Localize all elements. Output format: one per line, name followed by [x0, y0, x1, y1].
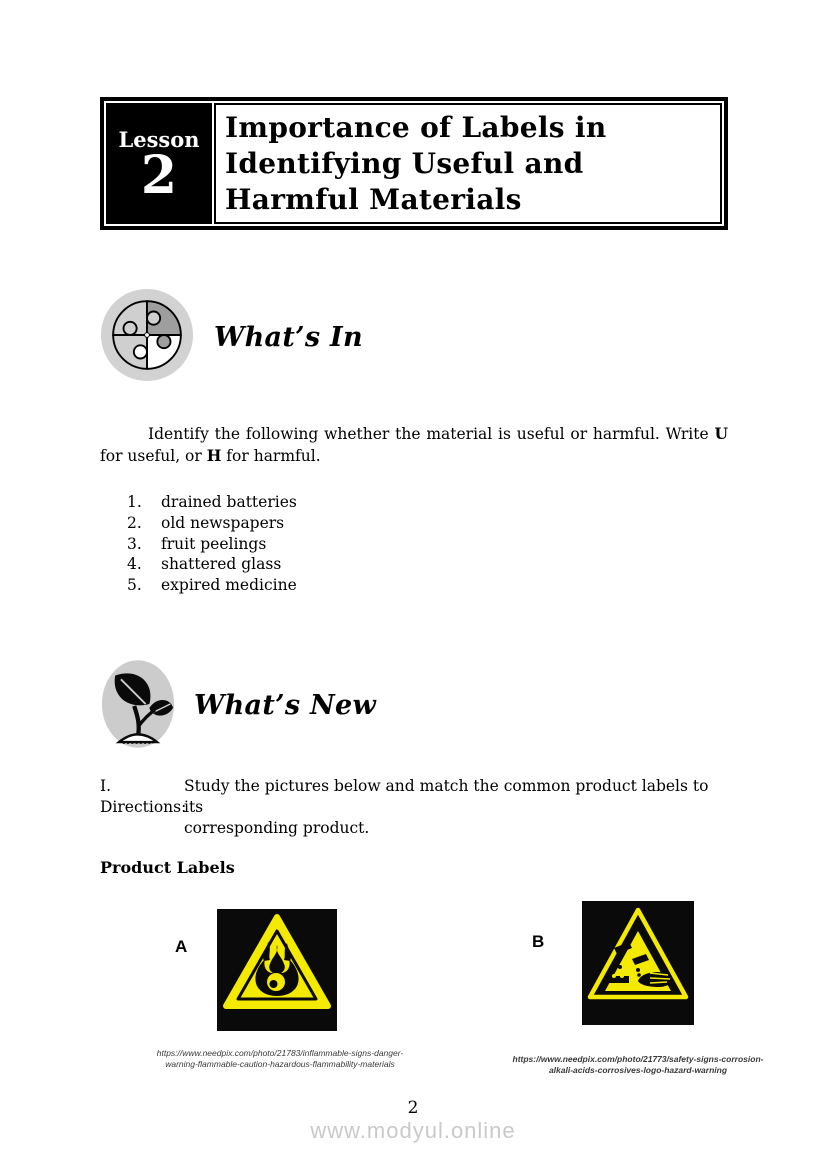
figure-b-caption [488, 1054, 788, 1076]
product-labels-heading: Product Labels [100, 857, 235, 877]
seedling-icon [100, 658, 176, 754]
materials-list [127, 492, 728, 596]
lesson-label: Lesson [118, 127, 200, 152]
directions-text [184, 776, 728, 839]
lesson-number-box [106, 103, 212, 224]
figure-a-caption [130, 1048, 430, 1070]
list-item [127, 534, 728, 555]
list-item-number: 2. [127, 513, 142, 532]
list-item-number: 5. [127, 576, 142, 595]
list-item [127, 513, 728, 534]
list-item [127, 575, 728, 596]
product-label-figures [100, 901, 764, 1101]
instruction-text: for useful, or [100, 447, 207, 465]
list-item-text: fruit peelings [161, 534, 267, 553]
directions [100, 776, 728, 839]
list-item-number: 1. [127, 493, 142, 511]
list-item [127, 492, 728, 513]
directions-line: corresponding product. [184, 818, 370, 837]
lesson-title [214, 103, 722, 224]
whats-in-instruction [100, 423, 728, 467]
list-item-number: 4. [127, 555, 142, 574]
page-content [100, 0, 764, 1101]
puzzle-icon [100, 288, 194, 386]
list-item-text: old newspapers [161, 513, 285, 532]
lesson-number: 2 [140, 145, 178, 206]
instruction-text: for harmful. [221, 447, 321, 465]
lesson-title-line: Importance of Labels in [225, 110, 607, 144]
caption-line: https://www.needpix.com/photo/21783/inflammable-signs-danger- [156, 1047, 404, 1058]
instruction-text: Identify the following whether the material is useful or harmful. Write [148, 425, 715, 443]
figure-a-label: A [175, 936, 188, 956]
figure-b-label: B [532, 931, 545, 951]
whats-new-section-head [100, 658, 728, 754]
flammable-warning-sign [217, 909, 337, 1035]
whats-in-heading: What’s In [214, 321, 363, 353]
list-item [127, 554, 728, 575]
corrosive-warning-sign [582, 901, 694, 1029]
watermark: www.modyul.online [310, 1118, 516, 1143]
lesson-header [100, 97, 728, 230]
list-item-text: expired medicine [161, 576, 297, 595]
caption-line: alkali-acids-corrosives-logo-hazard-warning [548, 1064, 728, 1075]
bold-u: U [714, 424, 728, 443]
caption-line: https://www.needpix.com/photo/21773/safety-signs-corrosion- [512, 1053, 764, 1064]
whats-new-heading: What’s New [194, 690, 377, 722]
caption-line: warning-flammable-caution-hazardous-flammability-materials [165, 1058, 395, 1069]
list-item-text: shattered glass [161, 555, 282, 574]
directions-label: I. Directions: [100, 776, 187, 816]
page-number: 2 [407, 1098, 419, 1118]
list-item-text: drained batteries [161, 493, 297, 511]
bold-h: H [206, 446, 222, 465]
lesson-title-line: Harmful Materials [225, 182, 522, 216]
list-item-number: 3. [127, 534, 142, 553]
directions-line: Study the pictures below and match the common product labels to its [184, 776, 709, 816]
lesson-title-line: Identifying Useful and [225, 146, 584, 180]
whats-in-section-head [100, 288, 728, 386]
